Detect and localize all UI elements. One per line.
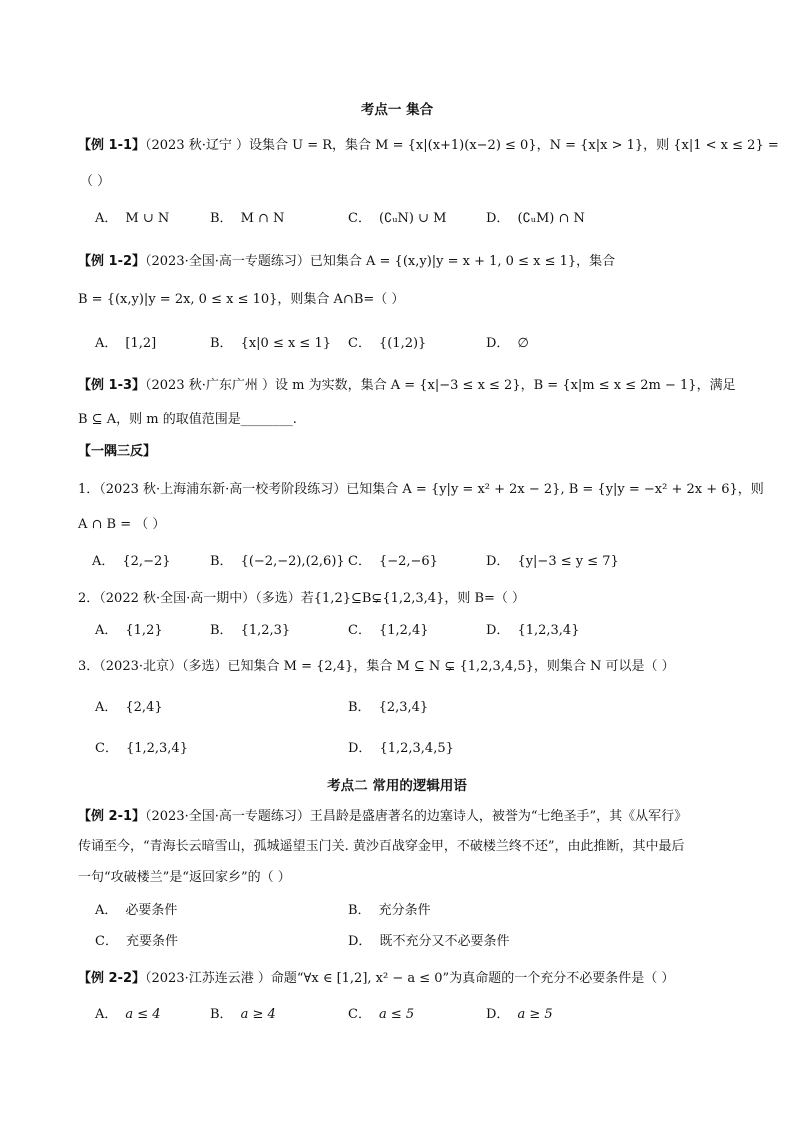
example-stem-line2: B = {(x,y)|y = 2x, 0 ≤ x ≤ 10}，则集合 A∩B=（ ） [78,292,405,307]
example-stem: 设 m 为实数，集合 A = {x|−3 ≤ x ≤ 2}，B = {x|m ≤ x ≤ 2m − 1}，满足 [275,378,736,393]
option-a: A． M ∪ N [95,211,170,226]
option-a: A． a ≤ 4 [95,1007,161,1022]
question-source: （2023 秋·上海浦东新·高一校考阶段练习） [99,482,347,497]
example-2-1 [78,808,687,826]
option-a: A． {2,−2} [92,554,171,569]
option-c: C． {(1,2)} [348,336,427,351]
question-stem: （多选）已知集合 M = {2,4}，集合 M ⊆ N ⊊ {1,2,3,4,5}，则集合 N 可以是（ ） [182,659,675,674]
option-a: A． {1,2} [95,623,163,638]
question-2 [78,590,525,608]
option-d: D． 既不充分又不必要条件 [348,934,510,949]
option-c: C． {1,2,4} [348,623,429,638]
example-stem: 已知集合 A = {(x,y)|y = x + 1, 0 ≤ x ≤ 1}，集合 [309,254,616,269]
answer-paren: （ ） [80,174,111,189]
option-b: B． {x|0 ≤ x ≤ 1} [210,336,332,351]
option-d: D． {1,2,3,4,5} [348,741,454,756]
option-c: C． a ≤ 5 [348,1007,415,1022]
example-stem-line2: 传诵至今，“青海长云暗雪山，孤城遥望玉门关. 黄沙百战穿金甲，不破楼兰终不还”，由此推断，其中最后 [78,839,685,854]
option-b: B． {(−2,−2),(2,6)} [210,554,345,569]
example-tag: 【例 1-3】 [78,378,146,393]
example-stem: 王昌龄是盛唐著名的边塞诗人，被誉为“七绝圣手”，其《从军行》 [309,809,688,824]
example-source: （2023 秋·广东广州 ） [145,378,275,393]
example-tag: 【例 1-2】 [78,254,146,269]
example-source: （2023·全国·高一专题练习） [145,809,310,824]
practice-heading: 【一隅三反】 [78,444,157,459]
option-b: B． {1,2,3} [210,623,291,638]
option-d: D． ∅ [486,336,529,351]
example-stem: 设集合 U = R，集合 M = {x|(x+1)(x−2) ≤ 0}，N = {x|x > 1}，则 {x|1 < x ≤ 2} = [249,138,779,153]
option-a: A． [1,2] [95,336,157,351]
option-c: C． (∁ᵤN) ∪ M [348,211,447,226]
question-number: 2． [78,591,100,606]
example-tag: 【例 2-2】 [78,971,146,986]
example-stem-line3: 一句“攻破楼兰”是“返回家乡”的（ ） [78,870,291,885]
example-stem-line2: B ⊆ A，则 m 的取值范围是________. [78,412,297,427]
example-1-2 [78,253,615,271]
example-1-1 [78,137,779,155]
option-d: D． (∁ᵤM) ∩ N [486,211,585,226]
option-c: C． 充要条件 [95,934,178,949]
option-c: C． {1,2,3,4} [95,741,188,756]
example-source: （2023·全国·高一专题练习） [145,254,310,269]
question-1 [78,481,764,499]
example-1-3 [78,377,736,395]
option-b: B． {2,3,4} [348,700,429,715]
option-b: B． 充分条件 [348,903,431,918]
section-title: 考点一 集合 [360,102,434,118]
example-source: （2023 秋·辽宁 ） [145,138,249,153]
option-b: B． a ≥ 4 [210,1007,276,1022]
question-stem: 已知集合 A = {y|y = x² + 2x − 2}, B = {y|y = −x² + 2x + 6}，则 [346,482,764,497]
section-title: 考点二 常用的逻辑用语 [327,778,467,794]
option-d: D． {1,2,3,4} [486,623,580,638]
example-tag: 【例 2-1】 [78,809,146,824]
option-d: D． {y|−3 ≤ y ≤ 7} [486,554,619,569]
option-b: B． M ∩ N [210,211,285,226]
question-stem: （多选）若{1,2}⊆B⊊{1,2,3,4}，则 B=（ ） [255,591,526,606]
option-a: A． 必要条件 [95,903,178,918]
option-c: C． {−2,−6} [348,554,438,569]
example-source: （2023·江苏连云港 ） [145,971,271,986]
option-d: D． a ≥ 5 [486,1007,553,1022]
question-3 [78,658,675,676]
example-2-2 [78,970,674,988]
option-a: A． {2,4} [95,700,163,715]
question-stem-line2: A ∩ B = （ ） [78,517,166,532]
example-tag: 【例 1-1】 [78,138,146,153]
question-number: 3． [78,659,100,674]
question-source: （2023·北京） [99,659,182,674]
question-number: 1． [78,482,100,497]
example-stem: 命题“∀x ∈ [1,2], x² − a ≤ 0”为真命题的一个充分不必要条件是（ ） [270,971,675,986]
question-source: （2022 秋·全国·高一期中） [99,591,256,606]
